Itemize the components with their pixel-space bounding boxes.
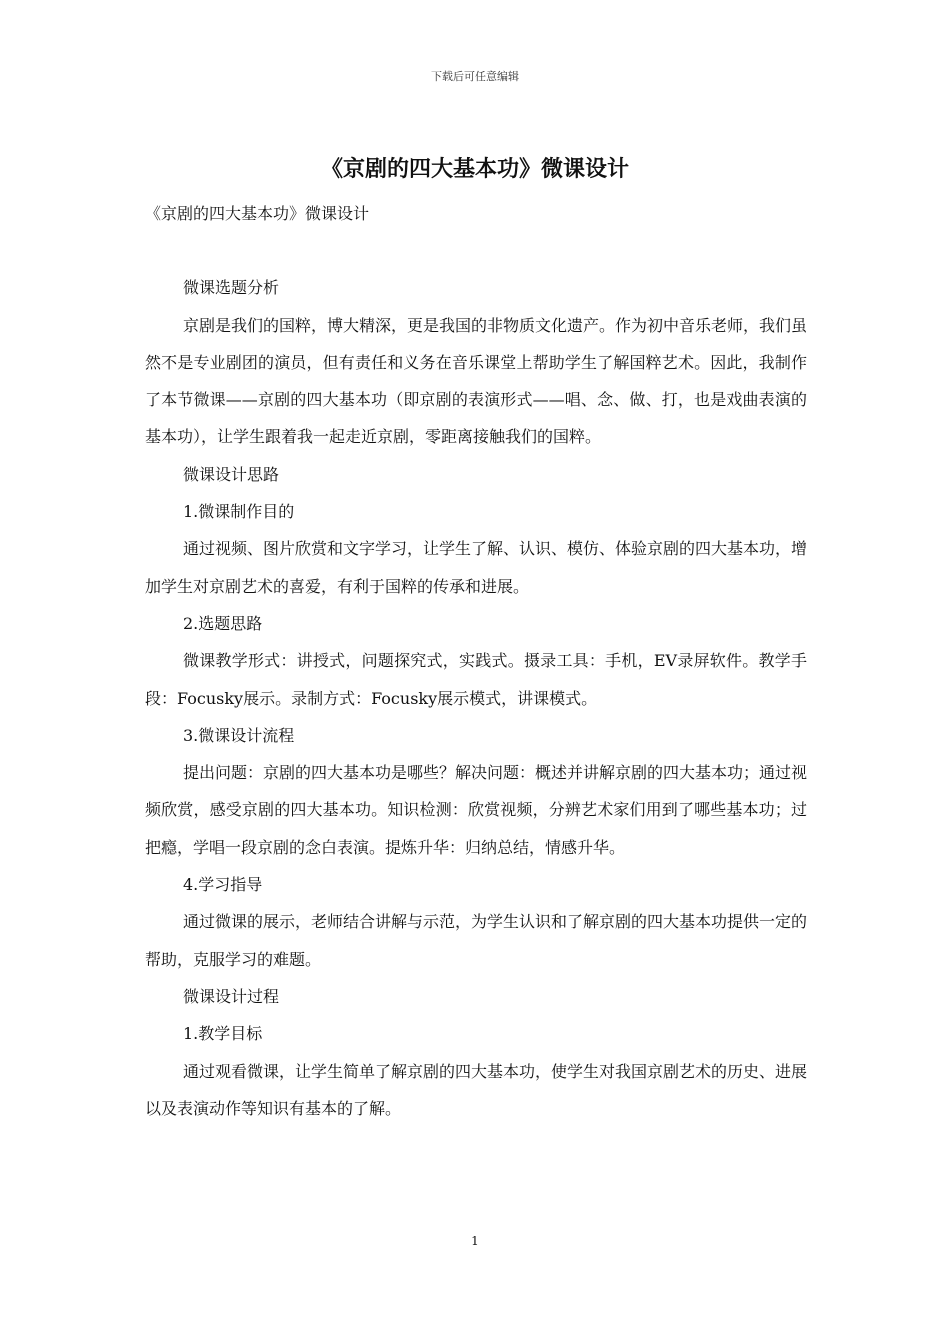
paragraph-design-flow: 提出问题：京剧的四大基本功是哪些？解决问题：概述并讲解京剧的四大基本功；通过视频欣赏，感受京剧的四大基本功。知识检测：欣赏视频，分辨艺术家们用到了哪些基本功；过把瘾，学唱一段京剧的念白表演。提炼升华：归纳总结，情感升华。 — [145, 763, 808, 857]
subheading-learning-guide: 4.学习指导 — [183, 875, 263, 895]
section-heading-design-idea: 微课设计思路 — [183, 464, 280, 484]
page-number: 1 — [471, 1234, 479, 1248]
paragraph-purpose: 通过视频、图片欣赏和文字学习，让学生了解、认识、模仿、体验京剧的四大基本功，增加学生对京剧艺术的喜爱，有利于国粹的传承和进展。 — [145, 539, 808, 596]
paragraph-topic-analysis: 京剧是我们的国粹，博大精深，更是我国的非物质文化遗产。作为初中音乐老师，我们虽然不是专业剧团的演员，但有责任和义务在音乐课堂上帮助学生了解国粹艺术。因此，我制作了本节微课——京剧的四大基本功（即京剧的表演形式——唱、念、做、打，也是戏曲表演的基本功），让学生跟着我一起走近京剧，零距离接触我们的国粹。 — [145, 315, 808, 447]
document-body — [145, 195, 807, 1127]
subheading-purpose: 1.微课制作目的 — [183, 502, 295, 522]
subheading-design-flow: 3.微课设计流程 — [183, 725, 295, 745]
subheading-teaching-goal: 1.教学目标 — [183, 1024, 263, 1044]
subheading-topic-idea: 2.选题思路 — [183, 613, 263, 633]
section-heading-topic-analysis: 微课选题分析 — [183, 278, 280, 298]
paragraph-teaching-goal: 通过观看微课，让学生简单了解京剧的四大基本功，使学生对我国京剧艺术的历史、进展以及表演动作等知识有基本的了解。 — [145, 1061, 808, 1118]
paragraph-topic-idea: 微课教学形式：讲授式，问题探究式，实践式。摄录工具：手机，EV录屏软件。教学手段：Focusky展示。录制方式：Focusky展示模式，讲课模式。 — [145, 651, 807, 708]
document-subtitle: 《京剧的四大基本功》微课设计 — [145, 204, 370, 223]
paragraph-learning-guide: 通过微课的展示，老师结合讲解与示范，为学生认识和了解京剧的四大基本功提供一定的帮助，克服学习的难题。 — [145, 912, 808, 969]
section-heading-design-process: 微课设计过程 — [183, 986, 280, 1006]
blank-line — [145, 232, 807, 269]
page-header: 下载后可任意编辑 — [431, 70, 519, 83]
document-title: 《京剧的四大基本功》微课设计 — [320, 156, 629, 182]
